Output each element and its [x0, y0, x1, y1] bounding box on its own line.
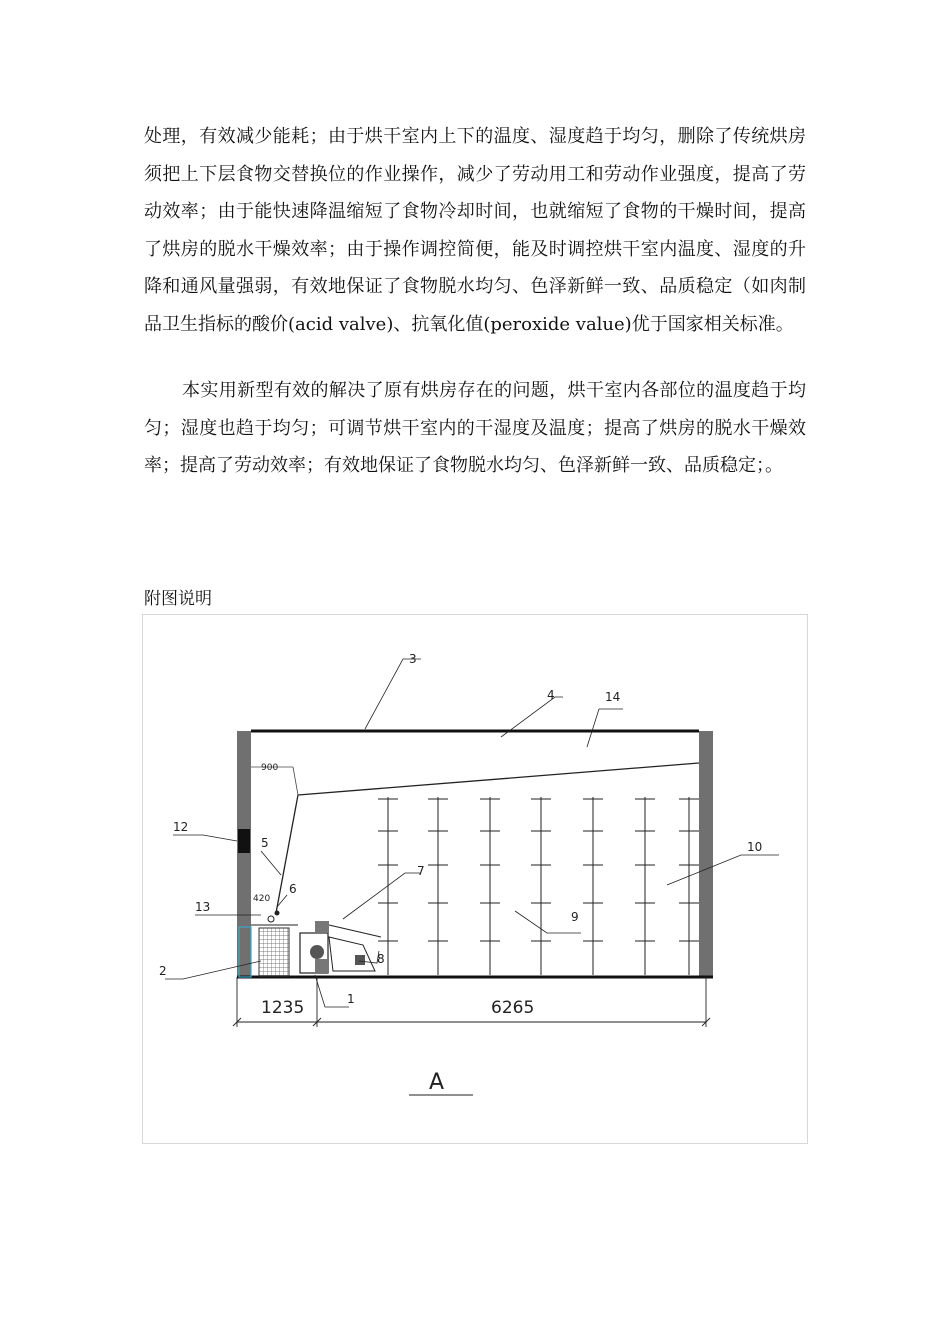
air-duct-4 — [298, 763, 699, 795]
label-6: 6 — [289, 882, 297, 896]
fan-motor-icon — [310, 945, 324, 959]
view-label-a: A — [429, 1070, 445, 1095]
drying-racks — [378, 797, 699, 975]
paragraph-1: 处理，有效减少能耗；由于烘干室内上下的温度、湿度趋于均匀，删除了传统烘房须把上下层食物交替换位的作业操作，减少了劳动用工和劳动作业强度，提高了劳动效率；由于能快速降温缩短了食物冷却时间，也就缩短了食物的干燥时间，提高了烘房的脱水干燥效率；由于操作调控简便，能及时调控烘干室内温度、湿度的升降和通风量强弱，有效地保证了食物脱水均匀、色泽新鲜一致、品质稳定（如肉制品卫生指标的酸价(acid valve)、抗氧化值(peroxide value)优于国家相关标准。 — [144, 126, 806, 335]
leader-lines — [165, 659, 779, 1007]
drying-room-figure — [142, 614, 808, 1144]
label-420: 420 — [253, 894, 271, 904]
label-3: 3 — [409, 652, 417, 666]
paragraph-2: 本实用新型有效的解决了原有烘房存在的问题，烘干室内各部位的温度趋于均匀；湿度也趋于均匀；可调节烘干室内的干湿度及温度；提高了烘房的脱水干燥效率；提高了劳动效率；有效地保证了食物脱水均匀、色泽新鲜一致、品质稳定；。 — [144, 380, 806, 477]
label-4: 4 — [547, 688, 555, 702]
heat-exchanger — [259, 928, 289, 976]
drying-room-diagram — [143, 615, 807, 1143]
fan-bottom-block — [315, 959, 329, 973]
dim-900-leader — [293, 767, 298, 795]
label-12: 12 — [173, 820, 189, 834]
label-5: 5 — [261, 836, 269, 850]
sensor-13-icon — [268, 916, 274, 922]
fan-top-block — [315, 921, 329, 933]
label-1: 1 — [347, 992, 355, 1006]
label-2: 2 — [159, 964, 167, 978]
dimension-1235: 1235 — [261, 998, 305, 1018]
label-14: 14 — [605, 690, 621, 704]
label-13: 13 — [195, 900, 211, 914]
air-diffuser-8 — [329, 937, 375, 971]
label-900: 900 — [261, 763, 279, 773]
right-wall — [699, 731, 713, 977]
diffuser-block — [355, 955, 365, 965]
dimension-line — [233, 977, 710, 1027]
label-10: 10 — [747, 840, 763, 854]
outlet-7-line — [329, 925, 381, 937]
dimension-6265: 6265 — [491, 998, 535, 1018]
figure-caption: 附图说明 — [144, 589, 212, 609]
label-8: 8 — [377, 952, 385, 966]
label-7: 7 — [417, 864, 425, 878]
vent-block-12 — [238, 829, 250, 853]
label-9: 9 — [571, 910, 579, 924]
sensor-6-icon — [275, 911, 280, 916]
